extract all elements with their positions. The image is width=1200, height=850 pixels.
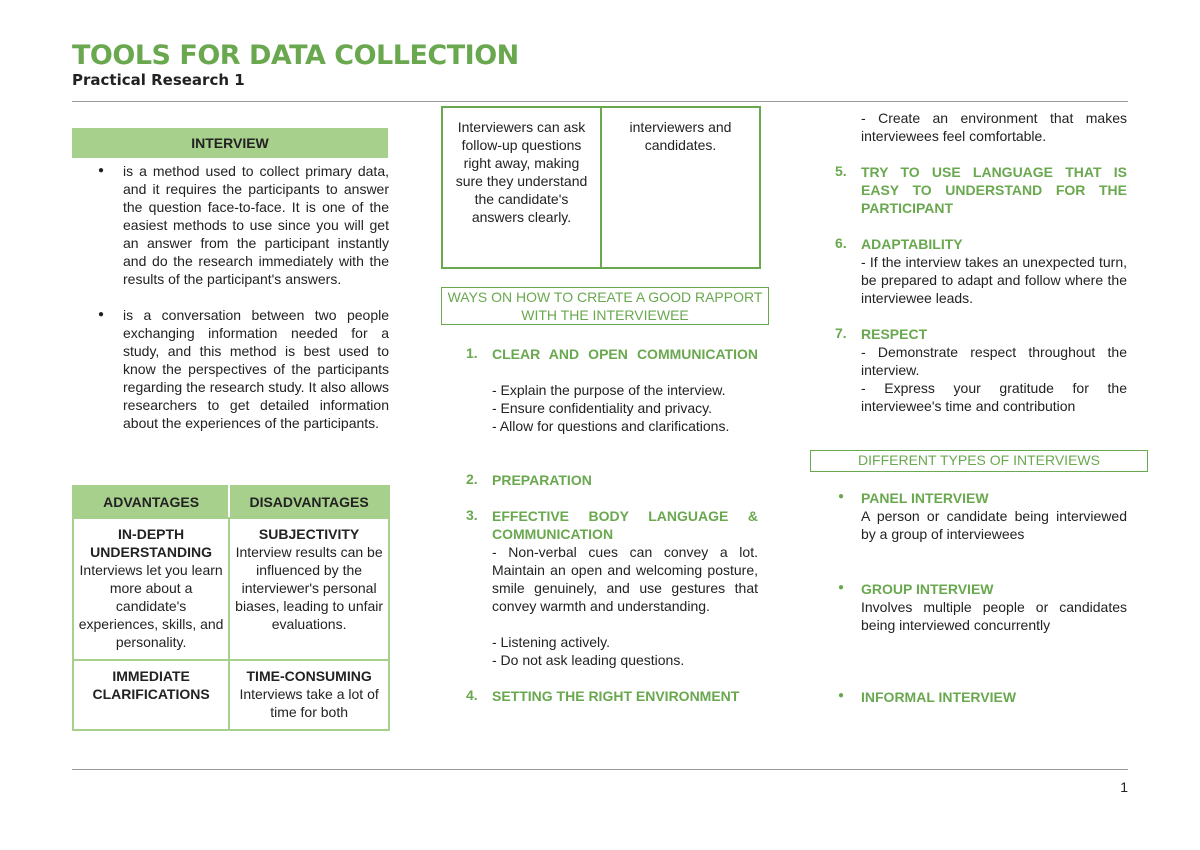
page-subtitle: Practical Research 1 bbox=[72, 71, 245, 89]
types-heading: DIFFERENT TYPES OF INTERVIEWS bbox=[810, 450, 1148, 472]
disadvantage-title: SUBJECTIVITY bbox=[258, 526, 360, 542]
type-title: GROUP INTERVIEW bbox=[861, 581, 994, 597]
bullet-icon: ● bbox=[838, 582, 845, 593]
type-title: INFORMAL INTERVIEW bbox=[861, 689, 1017, 705]
rapport-line: - If the interview takes an unexpected turn, be prepared to adapt and follow where the interviewee leads. bbox=[861, 254, 1127, 306]
disadvantage-text: Interviews take a lot of time for both bbox=[239, 686, 379, 720]
advantages-table bbox=[72, 485, 390, 731]
rapport-line: - Listening actively. bbox=[492, 634, 611, 650]
page-number: 1 bbox=[1120, 779, 1128, 795]
disadvantage-cell bbox=[229, 518, 389, 660]
rapport-line: - Demonstrate respect throughout the interview. bbox=[861, 344, 1127, 378]
rapport-title: ADAPTABILITY bbox=[861, 236, 963, 252]
rapport-title: TRY TO USE LANGUAGE THAT IS EASY TO UNDERSTAND FOR THE PARTICIPANT bbox=[861, 164, 1127, 216]
type-text: A person or candidate being interviewed by a group of interviewees bbox=[861, 508, 1127, 542]
interview-bullet-2: ● is a conversation between two people exchanging information needed for a study, and this method is best used to know the perspectives of the participants regarding the research study. It also allows researchers to get detailed information about the experiences of the participants. bbox=[123, 306, 389, 432]
rapport-line: - Non-verbal cues can convey a lot. Maintain an open and welcoming posture, smile genuinely, and use gestures that convey warmth and understanding. bbox=[492, 544, 758, 614]
disadvantage-text: Interview results can be influenced by the interviewer's personal biases, leading to unfair evaluations. bbox=[235, 544, 384, 632]
rapport-title: SETTING THE RIGHT ENVIRONMENT bbox=[492, 688, 740, 704]
advantage-title: IMMEDIATE CLARIFICATIONS bbox=[92, 668, 210, 702]
rapport-number: 2. bbox=[466, 471, 478, 487]
rapport-title: PREPARATION bbox=[492, 472, 592, 488]
rapport-heading: WAYS ON HOW TO CREATE A GOOD RAPPORT WITH THE INTERVIEWEE bbox=[441, 287, 769, 325]
rapport-title: RESPECT bbox=[861, 326, 928, 342]
continued-disadvantage-text: interviewers and candidates. bbox=[601, 107, 760, 268]
type-title: PANEL INTERVIEW bbox=[861, 490, 989, 506]
environment-line: - Create an environment that makes interviewees feel comfortable. bbox=[861, 110, 1127, 144]
continued-table bbox=[441, 106, 761, 269]
rapport-number: 5. bbox=[835, 163, 847, 179]
rapport-line: - Express your gratitude for the interviewee's time and contribution bbox=[861, 380, 1127, 414]
continued-advantage-text: Interviewers can ask follow-up questions right away, making sure they understand the candidate's answers clearly. bbox=[442, 107, 601, 268]
rapport-number: 4. bbox=[466, 687, 478, 703]
bullet-icon: ● bbox=[838, 690, 845, 701]
rapport-number: 1. bbox=[466, 345, 478, 361]
footer-divider bbox=[72, 769, 1128, 770]
rapport-line: - Do not ask leading questions. bbox=[492, 652, 685, 668]
rapport-number: 7. bbox=[835, 325, 847, 341]
interview-heading: INTERVIEW bbox=[72, 128, 388, 158]
advantages-header: ADVANTAGES bbox=[73, 486, 229, 518]
advantage-text: Interviews let you learn more about a candidate's experiences, skills, and personality. bbox=[78, 562, 224, 650]
disadvantage-cell bbox=[229, 660, 389, 730]
disadvantage-title: TIME-CONSUMING bbox=[246, 668, 372, 684]
page-title: TOOLS FOR DATA COLLECTION bbox=[72, 40, 519, 71]
bullet-icon: ● bbox=[838, 491, 845, 502]
type-text: Involves multiple people or candidates being interviewed concurrently bbox=[861, 599, 1127, 633]
rapport-line: - Explain the purpose of the interview. bbox=[492, 382, 726, 398]
advantage-title: IN-DEPTH UNDERSTANDING bbox=[90, 526, 213, 560]
rapport-number: 6. bbox=[835, 235, 847, 251]
advantage-cell bbox=[73, 660, 229, 730]
header-divider bbox=[72, 101, 1128, 102]
rapport-title: CLEAR AND OPEN COMMUNICATION bbox=[492, 346, 758, 362]
rapport-line: - Allow for questions and clarifications. bbox=[492, 418, 730, 434]
rapport-number: 3. bbox=[466, 507, 478, 523]
disadvantages-header: DISADVANTAGES bbox=[229, 486, 389, 518]
rapport-title: EFFECTIVE BODY LANGUAGE & COMMUNICATION bbox=[492, 508, 758, 542]
rapport-line: - Ensure confidentiality and privacy. bbox=[492, 400, 712, 416]
interview-bullet-1: ● is a method used to collect primary data, and it requires the participants to answer the question face-to-face. It is one of the easiest methods to use since you will get an answer from the participant instantly and do the research immediately with the results of the participant's answers. bbox=[123, 162, 389, 288]
advantage-cell bbox=[73, 518, 229, 660]
